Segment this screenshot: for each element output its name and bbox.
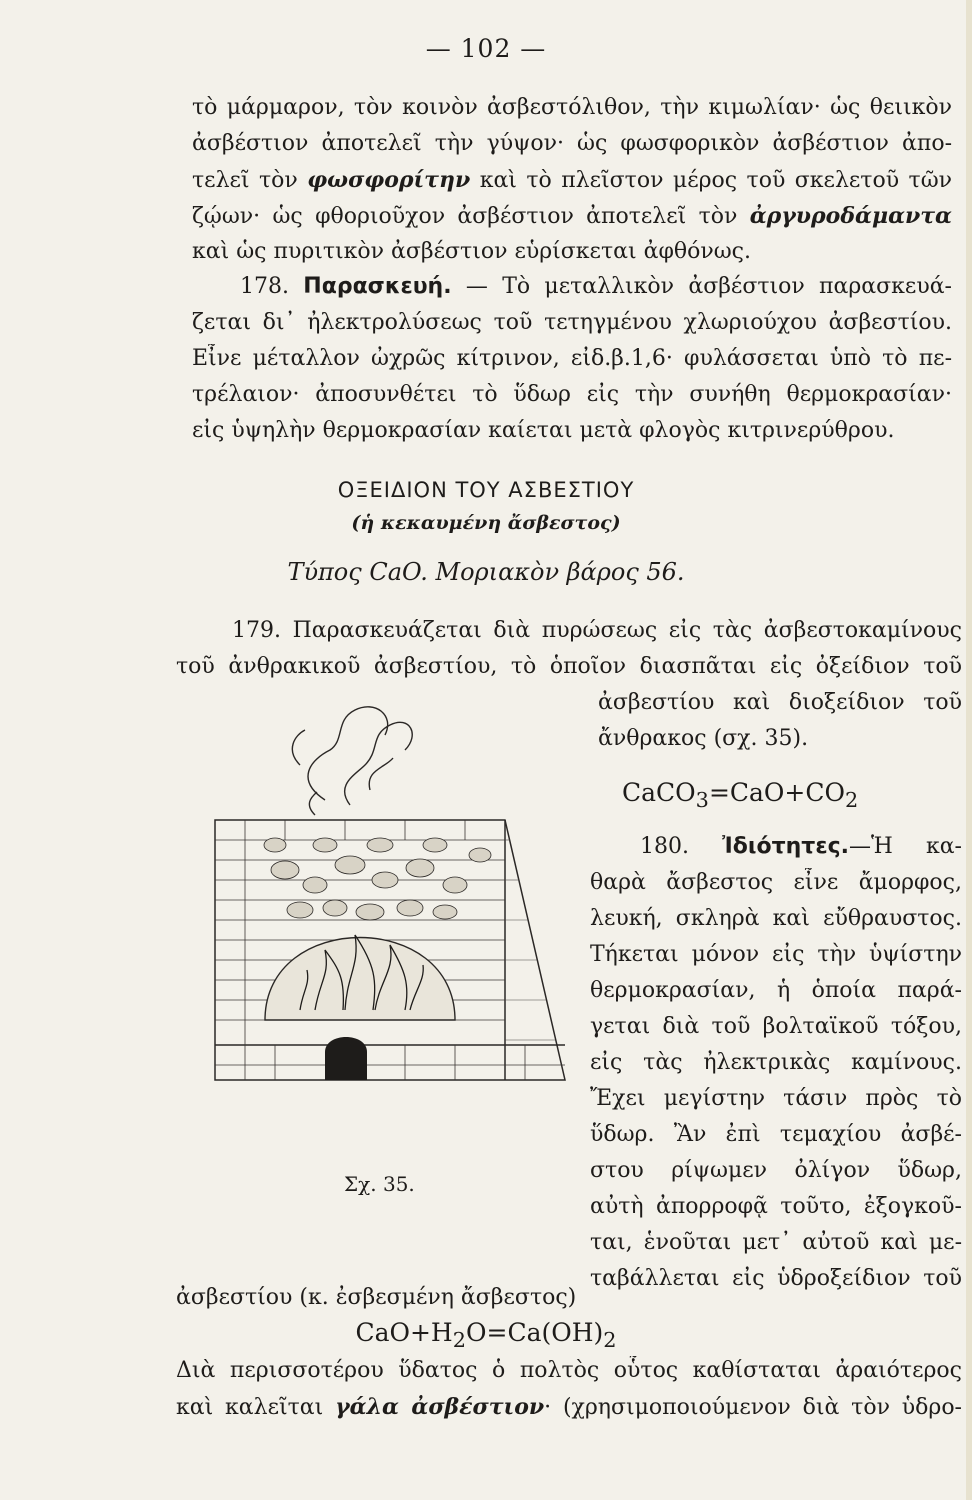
term-phosphorite: φωσφορίτην bbox=[307, 167, 471, 193]
limestone-charge bbox=[264, 838, 491, 920]
text-line: εἰς ὑψηλὴν θερμοκρασίαν καίεται μετὰ φλογὸς κιτρινερύθρου. bbox=[192, 418, 895, 443]
section-title: Παρασκευή. bbox=[303, 274, 452, 299]
text-line: λευκή, σκληρὰ καὶ εὔθραυστος. bbox=[590, 906, 962, 931]
section-178-heading: 178. Παρασκευή. — Τὸ μεταλλικὸν ἀσβέστιον παρασκευά- bbox=[240, 274, 952, 299]
text-line: ἀσβεστίου (κ. ἐσβεσμένη ἄσβεστος) bbox=[176, 1285, 577, 1310]
text-line: θαρὰ ἄσβεστος εἶνε ἄμορφος, bbox=[590, 870, 962, 895]
kiln-chamber bbox=[265, 938, 455, 1021]
figure-caption: Σχ. 35. bbox=[344, 1172, 415, 1196]
text-line: ταβάλλεται εἰς ὑδροξείδιον τοῦ bbox=[590, 1266, 962, 1291]
text-line: 179. Παρασκευάζεται διὰ πυρώσεως εἰς τὰς ἀσβεστοκαμίνους bbox=[232, 618, 962, 643]
text-line: Ἔχει μεγίστην τάσιν πρὸς τὸ bbox=[590, 1086, 962, 1111]
text-line: ὕδωρ. Ἂν ἐπὶ τεμαχίου ἀσβέ- bbox=[590, 1122, 962, 1147]
text-line: καὶ καλεῖται γάλα ἀσβέστιον· (χρησιμοποιούμενον διὰ τὸν ὑδρο- bbox=[176, 1394, 962, 1420]
kiln-opening bbox=[325, 1037, 367, 1080]
term-fluorite: ἀργυροδάμαντα bbox=[749, 203, 952, 229]
side-wall-hatching bbox=[505, 840, 555, 1040]
term-milk-of-lime: γάλα ἀσβέστιον bbox=[335, 1394, 545, 1420]
text-line: ζῴων· ὡς φθοριοῦχον ἀσβέστιον ἀποτελεῖ τὸν ἀργυροδάμαντα bbox=[192, 203, 952, 229]
text-line: θερμοκρασίαν, ἡ ὁποία παρά- bbox=[590, 978, 962, 1003]
section-subheading: (ἡ κεκαυμένη ἄσβεστος) bbox=[351, 512, 621, 534]
text-line: γεται διὰ τοῦ βολταϊκοῦ τόξου, bbox=[590, 1014, 962, 1039]
lime-kiln-illustration bbox=[205, 680, 590, 1120]
text-line: ἀσβέστιον ἀποτελεῖ τὴν γύψον· ὡς φωσφορικὸν ἀσβέστιον ἀπο- bbox=[192, 131, 952, 156]
page-edge bbox=[966, 0, 972, 1500]
section-180-heading: 180. Ἰδιότητες.—Ἡ κα- bbox=[640, 834, 962, 859]
page-number: — 102 — bbox=[425, 34, 547, 63]
text-line: καὶ ὡς πυριτικὸν ἀσβέστιον εὑρίσκεται ἀφθόνως. bbox=[192, 239, 751, 264]
text-line: στου ρίψωμεν ὀλίγον ὕδωρ, bbox=[590, 1158, 962, 1183]
text-line: αὐτὴ ἀπορροφᾷ τοῦτο, ἐξογκοῦ- bbox=[590, 1194, 962, 1219]
text-line: εἰς τὰς ἠλεκτρικὰς καμίνους. bbox=[590, 1050, 962, 1075]
section-title: Ἰδιότητες. bbox=[722, 834, 849, 859]
text-line: ται, ἑνοῦται μετ᾽ αὐτοῦ καὶ με- bbox=[590, 1230, 962, 1255]
section-heading: ΟΞΕΙΔΙΟΝ ΤΟΥ ΑΣΒΕΣΤΙΟΥ bbox=[337, 478, 635, 502]
text-line: τρέλαιον· ἀποσυνθέτει τὸ ὕδωρ εἰς τὴν συνήθη θερμοκρασίαν· bbox=[192, 382, 952, 407]
text-line: τελεῖ τὸν φωσφορίτην καὶ τὸ πλεῖστον μέρος τοῦ σκελετοῦ τῶν bbox=[192, 167, 952, 193]
formula-line: Τύπος CaO. Μοριακὸν βάρος 56. bbox=[287, 558, 685, 586]
text-line: Τήκεται μόνον εἰς τὴν ὑψίστην bbox=[590, 942, 962, 967]
equation-calcination: $CaCO_3=CaO+CO_2$ bbox=[622, 778, 859, 812]
smoke-plume bbox=[292, 707, 412, 815]
text-line: Διὰ περισσοτέρου ὕδατος ὁ πολτὸς οὗτος καθίσταται ἀραιότερος bbox=[176, 1358, 962, 1383]
text-line: τὸ μάρμαρον, τὸν κοινὸν ἀσβεστόλιθον, τὴν κιμωλίαν· ὡς θειικὸν bbox=[192, 95, 952, 120]
text-line: ἀσβεστίου καὶ διοξείδιον τοῦ bbox=[598, 690, 962, 715]
text-line: ζεται δι᾽ ἠλεκτρολύσεως τοῦ τετηγμένου χλωριούχου ἀσβεστίου. bbox=[192, 310, 952, 335]
equation-slaking: $CaO+H_2O=Ca(OH)_2$ bbox=[355, 1318, 617, 1352]
text-line: ἄνθρακος (σχ. 35). bbox=[598, 726, 809, 751]
text-line: Εἶνε μέταλλον ὠχρῶς κίτρινον, εἰδ.β.1,6· φυλάσσεται ὑπὸ τὸ πε- bbox=[192, 346, 952, 371]
text-line: τοῦ ἀνθρακικοῦ ἀσβεστίου, τὸ ὁποῖον διασπᾶται εἰς ὀξείδιον τοῦ bbox=[176, 654, 962, 679]
